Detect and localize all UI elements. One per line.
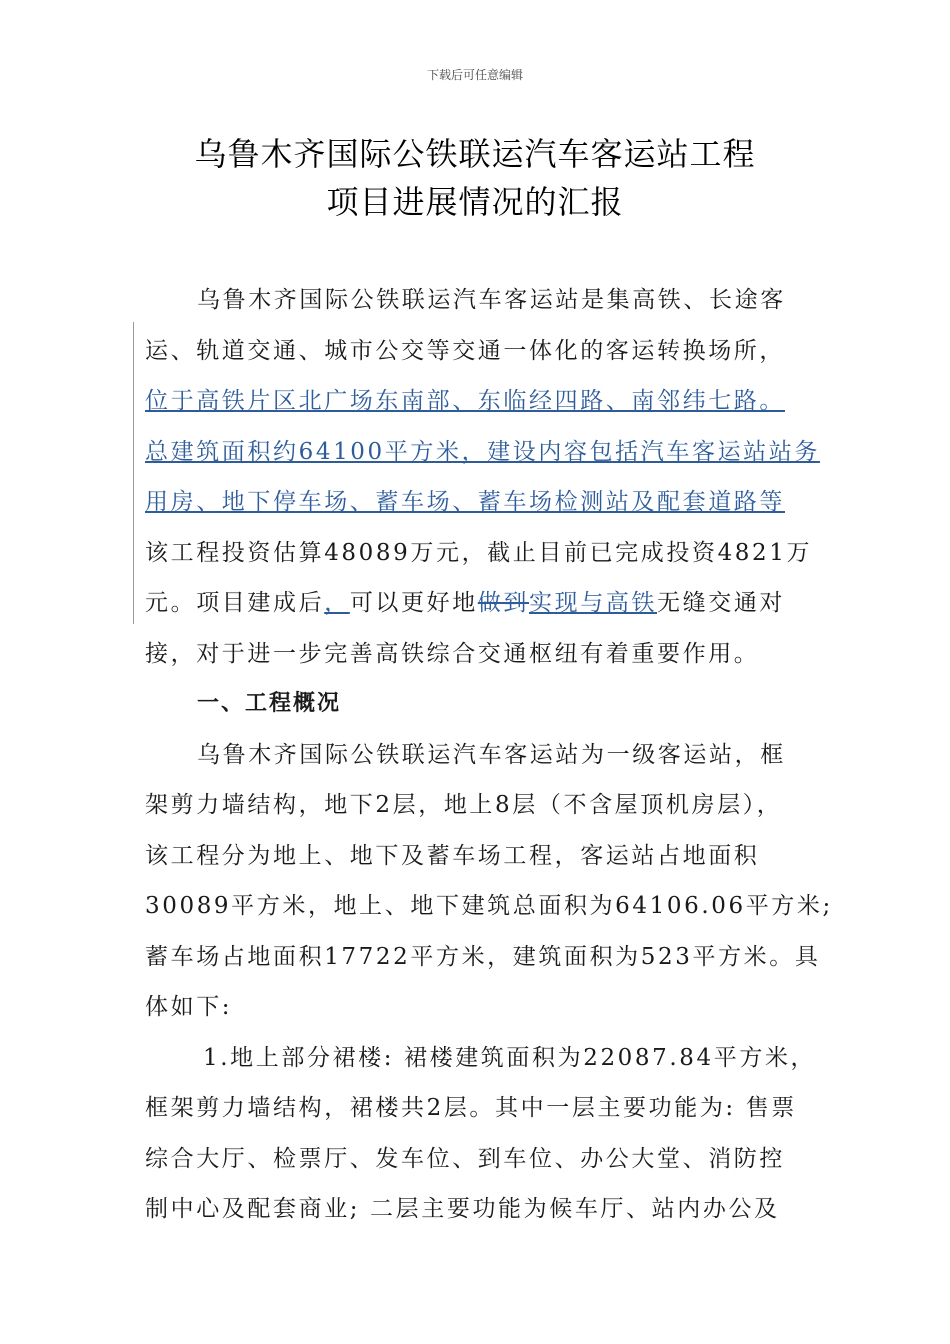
- revision-change-bar: [133, 322, 134, 624]
- item-line: 制中心及配套商业; 二层主要功能为候车厅、站内办公及: [145, 1196, 780, 1222]
- plain-text: 元。项目建成后: [145, 590, 325, 616]
- overview-line: 30089平方米，地上、地下建筑总面积为64106.06平方米;: [145, 893, 833, 919]
- overview-paragraph: [145, 730, 833, 1033]
- overview-line: 该工程分为地上、地下及蓄车场工程，客运站占地面积: [145, 842, 760, 869]
- section-heading: 一、工程概况: [197, 691, 342, 716]
- intro-line: [145, 578, 810, 629]
- plain-text: 无缝交通对: [657, 590, 786, 616]
- item-line: 综合大厅、检票厅、发车位、到车位、办公大堂、消防控: [145, 1145, 785, 1172]
- plain-text: 可以更好地: [349, 590, 478, 616]
- item-1-paragraph: [145, 1033, 817, 1235]
- intro-line: [145, 376, 810, 427]
- item-line: 1.地上部分裙楼: 裙楼建筑面积为22087.84平方米，: [203, 1044, 817, 1071]
- inserted-comma: ，: [324, 590, 350, 616]
- intro-paragraph: [145, 275, 820, 679]
- overview-line: 乌鲁木齐国际公铁联运汽车客运站为一级客运站，框: [197, 741, 786, 768]
- document-body: [145, 275, 833, 1235]
- title-line-2: 项目进展情况的汇报: [326, 183, 624, 221]
- item-line: 框架剪力墙结构，裙楼共2层。其中一层主要功能为: 售票: [145, 1095, 797, 1121]
- intro-line: 乌鲁木齐国际公铁联运汽车客运站是集高铁、长途客: [197, 287, 786, 313]
- deleted-text: 做到: [477, 590, 530, 616]
- document-title: [0, 130, 950, 226]
- inserted-text: 用房、地下停车场、蓄车场、蓄车场检测站及配套道路等: [145, 489, 785, 515]
- inserted-text: 实现与高铁: [529, 590, 658, 616]
- intro-line: [145, 477, 810, 528]
- intro-line: [145, 427, 820, 478]
- overview-line: 蓄车场占地面积17722平方米，建筑面积为523平方米。具: [145, 943, 821, 970]
- overview-line: 架剪力墙结构，地下2层，地上8层（不含屋顶机房层），: [145, 792, 783, 818]
- inserted-text: 总建筑面积约64100平方米，建设内容包括汽车客运站站务: [145, 438, 820, 465]
- intro-line: 接，对于进一步完善高铁综合交通枢纽有着重要作用。: [145, 640, 760, 667]
- title-line-1: 乌鲁木齐国际公铁联运汽车客运站工程: [194, 135, 756, 173]
- header-note: 下载后可任意编辑: [426, 68, 523, 82]
- inserted-text: 位于高铁片区北广场东南部、东临经四路、南邻纬七路。: [145, 388, 785, 414]
- overview-line: 体如下:: [145, 994, 233, 1020]
- intro-line: 该工程投资估算48089万元，截止目前已完成投资4821万: [145, 539, 813, 566]
- intro-line: 运、轨道交通、城市公交等交通一体化的客运转换场所，: [145, 337, 785, 364]
